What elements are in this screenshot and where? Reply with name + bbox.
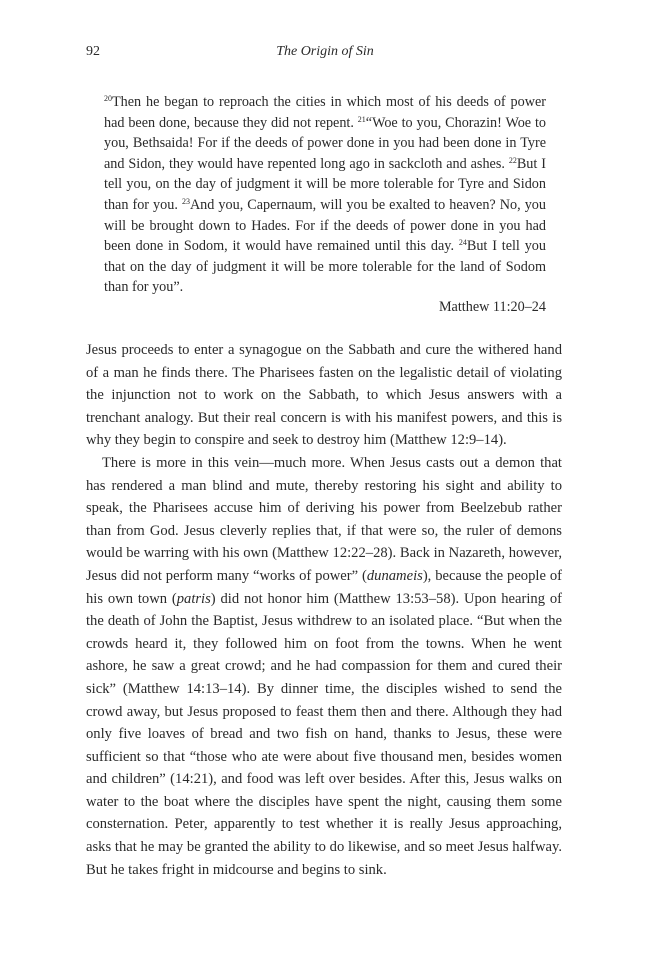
- body-text-span: ) did not honor him (Matthew 13:53–58). Upon hearing of the death of John the Baptist, Jesus withdrew to an isolated place. “But when the crowds heard it, they followed him on foot from the towns. When he went ashore, he saw a great crowd; and he had compassion for them and cured their sick” (Matthew 14:13–14). By dinner time, the disciples wished to send the crowd away, but Jesus proposed to feast them then and there. Although they had only five loaves of bread and two fish on hand, thanks to Jesus, these were sufficient so that “those who ate were about five thousand men, besides women and children” (14:21), and food was left over besides. After this, Jesus walks on water to the boat where the disciples have spent the night, causing them some consternation. Peter, apparently to test whether it is really Jesus approaching, asks that he may be granted the ability to do likewise, and so meet Jesus halfway. But he takes fright in midcourse and begins to sink.: [86, 590, 562, 878]
- verse-text: But I tell you, on the day of judgment it will be more tolerable for Tyre and Sidon than for you.: [104, 155, 546, 213]
- body-text: [86, 339, 562, 881]
- verse-number: 23: [181, 196, 190, 206]
- body-text-span: ), because the people of his own town (: [86, 567, 562, 607]
- quote-citation: Matthew 11:20–24: [438, 299, 546, 315]
- verse-text: But I tell you that on the day of judgment it will be more tolerable for the land of Sodom than for you”.: [104, 238, 546, 296]
- italic-term: patris: [176, 590, 211, 607]
- verse-number: 21: [357, 114, 366, 124]
- verse-text: And you, Capernaum, will you be exalted to heaven? No, you will be brought down to Hades. For if the deeds of power done in you had been done in Sodom, it would have remained until this day.: [104, 196, 546, 255]
- body-paragraph: [86, 452, 562, 881]
- verse-text: Then he began to reproach the cities in which most of his deeds of power had been done, because they did not repent.: [104, 94, 546, 131]
- page-number: 92: [86, 44, 100, 59]
- verse-number: 20: [104, 94, 112, 103]
- body-paragraph: Jesus proceeds to enter a synagogue on the Sabbath and cure the withered hand of a man he finds there. The Pharisees fasten on the legalistic detail of violating the injunction not to work on the Sabbath, to which Jesus answers with a trenchant analogy. But their real concern is with his manifest powers, and this is why they begin to conspire and seek to destroy him (Matthew 12:9–14).: [86, 342, 562, 449]
- verse-text: “Woe to you, Chorazin! Woe to you, Bethsaida! For if the deeds of power done in you had been done in Tyre and Sidon, they would have repented long ago in sackcloth and ashes.: [104, 114, 546, 172]
- body-text-span: There is more in this vein—much more. When Jesus casts out a demon that has rendered a man blind and mute, thereby restoring his sight and ability to speak, the Pharisees accuse him of deriving his power from Beelzebub rather than from God. Jesus cleverly replies that, if that were so, the ruler of demons would be warring with his own (Matthew 12:22–28). Back in Nazareth, however, Jesus did not perform many “works of power” (: [86, 454, 562, 584]
- running-title: The Origin of Sin: [276, 44, 374, 59]
- quote-paragraph: [104, 92, 546, 298]
- verse-number: 24: [458, 238, 467, 248]
- italic-term: dunameis: [366, 567, 423, 584]
- verse-number: 22: [508, 155, 517, 165]
- page-header: [86, 44, 564, 64]
- block-quote: [104, 92, 546, 298]
